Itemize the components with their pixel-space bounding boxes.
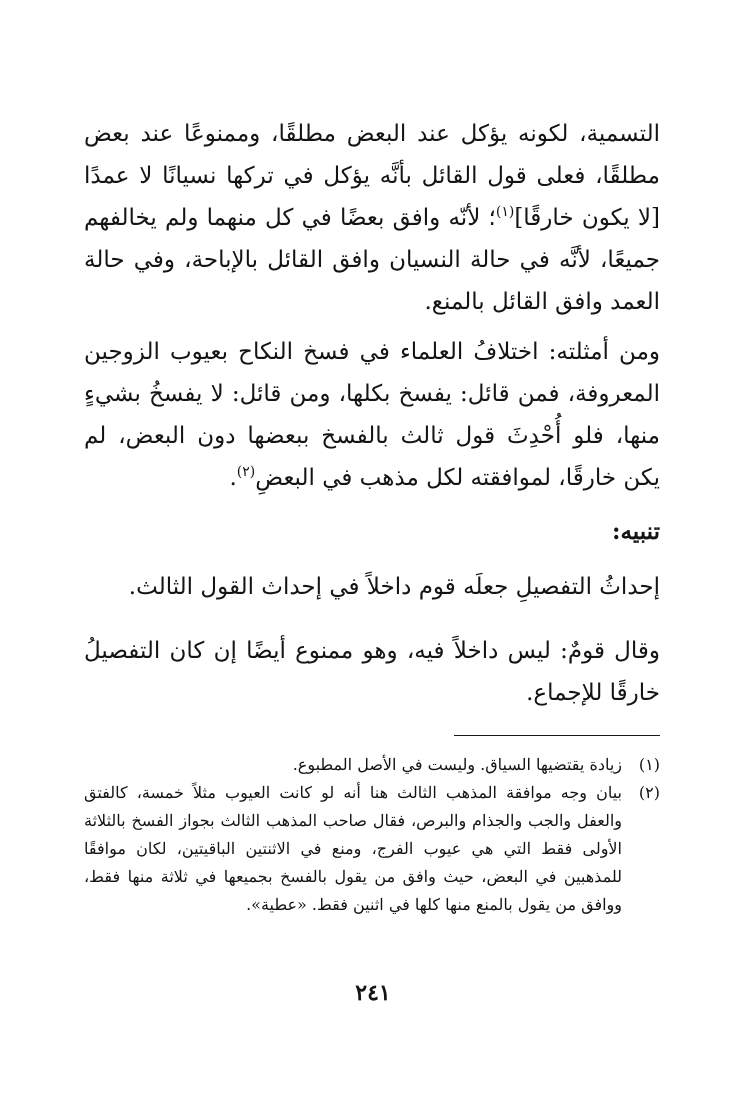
footnote-number: (١) [638, 755, 660, 774]
footnote-ref-2: (٢) [236, 464, 256, 480]
footnote-1 [84, 751, 660, 779]
footnote-text: زيادة يقتضيها السياق. وليست في الأصل المطبوع. [292, 755, 622, 774]
paragraph-1-text-a: التسمية، لكونه يؤكل عند البعض مطلقًا، وممنوعًا عند بعض مطلقًا، فعلى قول القائل بأنَّه يؤكل في تركها نسيانًا لا عمدًا [لا يكون خارقًا] [84, 121, 660, 231]
paragraph-1 [84, 113, 660, 323]
footnote-ref-1: (١) [495, 204, 515, 220]
paragraph-4: وقال قومٌ: ليس داخلاً فيه، وهو ممنوع أيضًا إن كان التفصيلُ خارقًا للإجماع. [84, 638, 660, 706]
footnote-text: بيان وجه موافقة المذهب الثالث هنا أنه لو كانت العيوب مثلاً خمسة، كالفتق والعفل والجب والجذام والبرص، فقال صاحب المذهب الثالث بجواز الفسخ بالثلاثة الأولى فقط التي هي عيوب الفرج، ومنع في الاثنتين الباقيتين، لكان موافقًا للمذهبين في البعض، حيث وافق من يقول بالفسخ بجميعها في ثلاثة منها فقط، ووافق من يقول بالمنع منها كلها في اثنين فقط. «عطية». [84, 783, 622, 914]
page-number: ٢٤١ [355, 980, 391, 1006]
paragraph-2-text-b: . [229, 465, 237, 491]
footnote-2 [84, 779, 660, 919]
note-heading: تنبيه: [611, 518, 660, 545]
paragraph-2-text-a: ومن أمثلته: اختلافُ العلماء في فسخ النكاح بعيوب الزوجين المعروفة، فمن قائل: يفسخ بكلها، ومن قائل: لا يفسخُ بشيءٍ منها، فلو أُحْدِثَ قول ثالث بالفسخ ببعضها دون البعض، لم يكن خارقًا، لموافقته لكل مذهب في البعضِ [84, 339, 660, 491]
footnote-number: (٢) [638, 783, 660, 802]
paragraph-1-text-b: ؛ لأنّه وافق بعضًا في كل منهما ولم يخالفهم جميعًا، لأنَّه في حالة النسيان وافق القائل بالإباحة، وفي حالة العمد وافق القائل بالمنع. [84, 205, 660, 315]
footnotes [84, 751, 660, 919]
paragraph-2 [84, 331, 660, 499]
paragraph-3: إحداثُ التفصيلِ جعلَه قوم داخلاً في إحداث القول الثالث. [128, 574, 660, 600]
footnote-separator [454, 735, 660, 736]
